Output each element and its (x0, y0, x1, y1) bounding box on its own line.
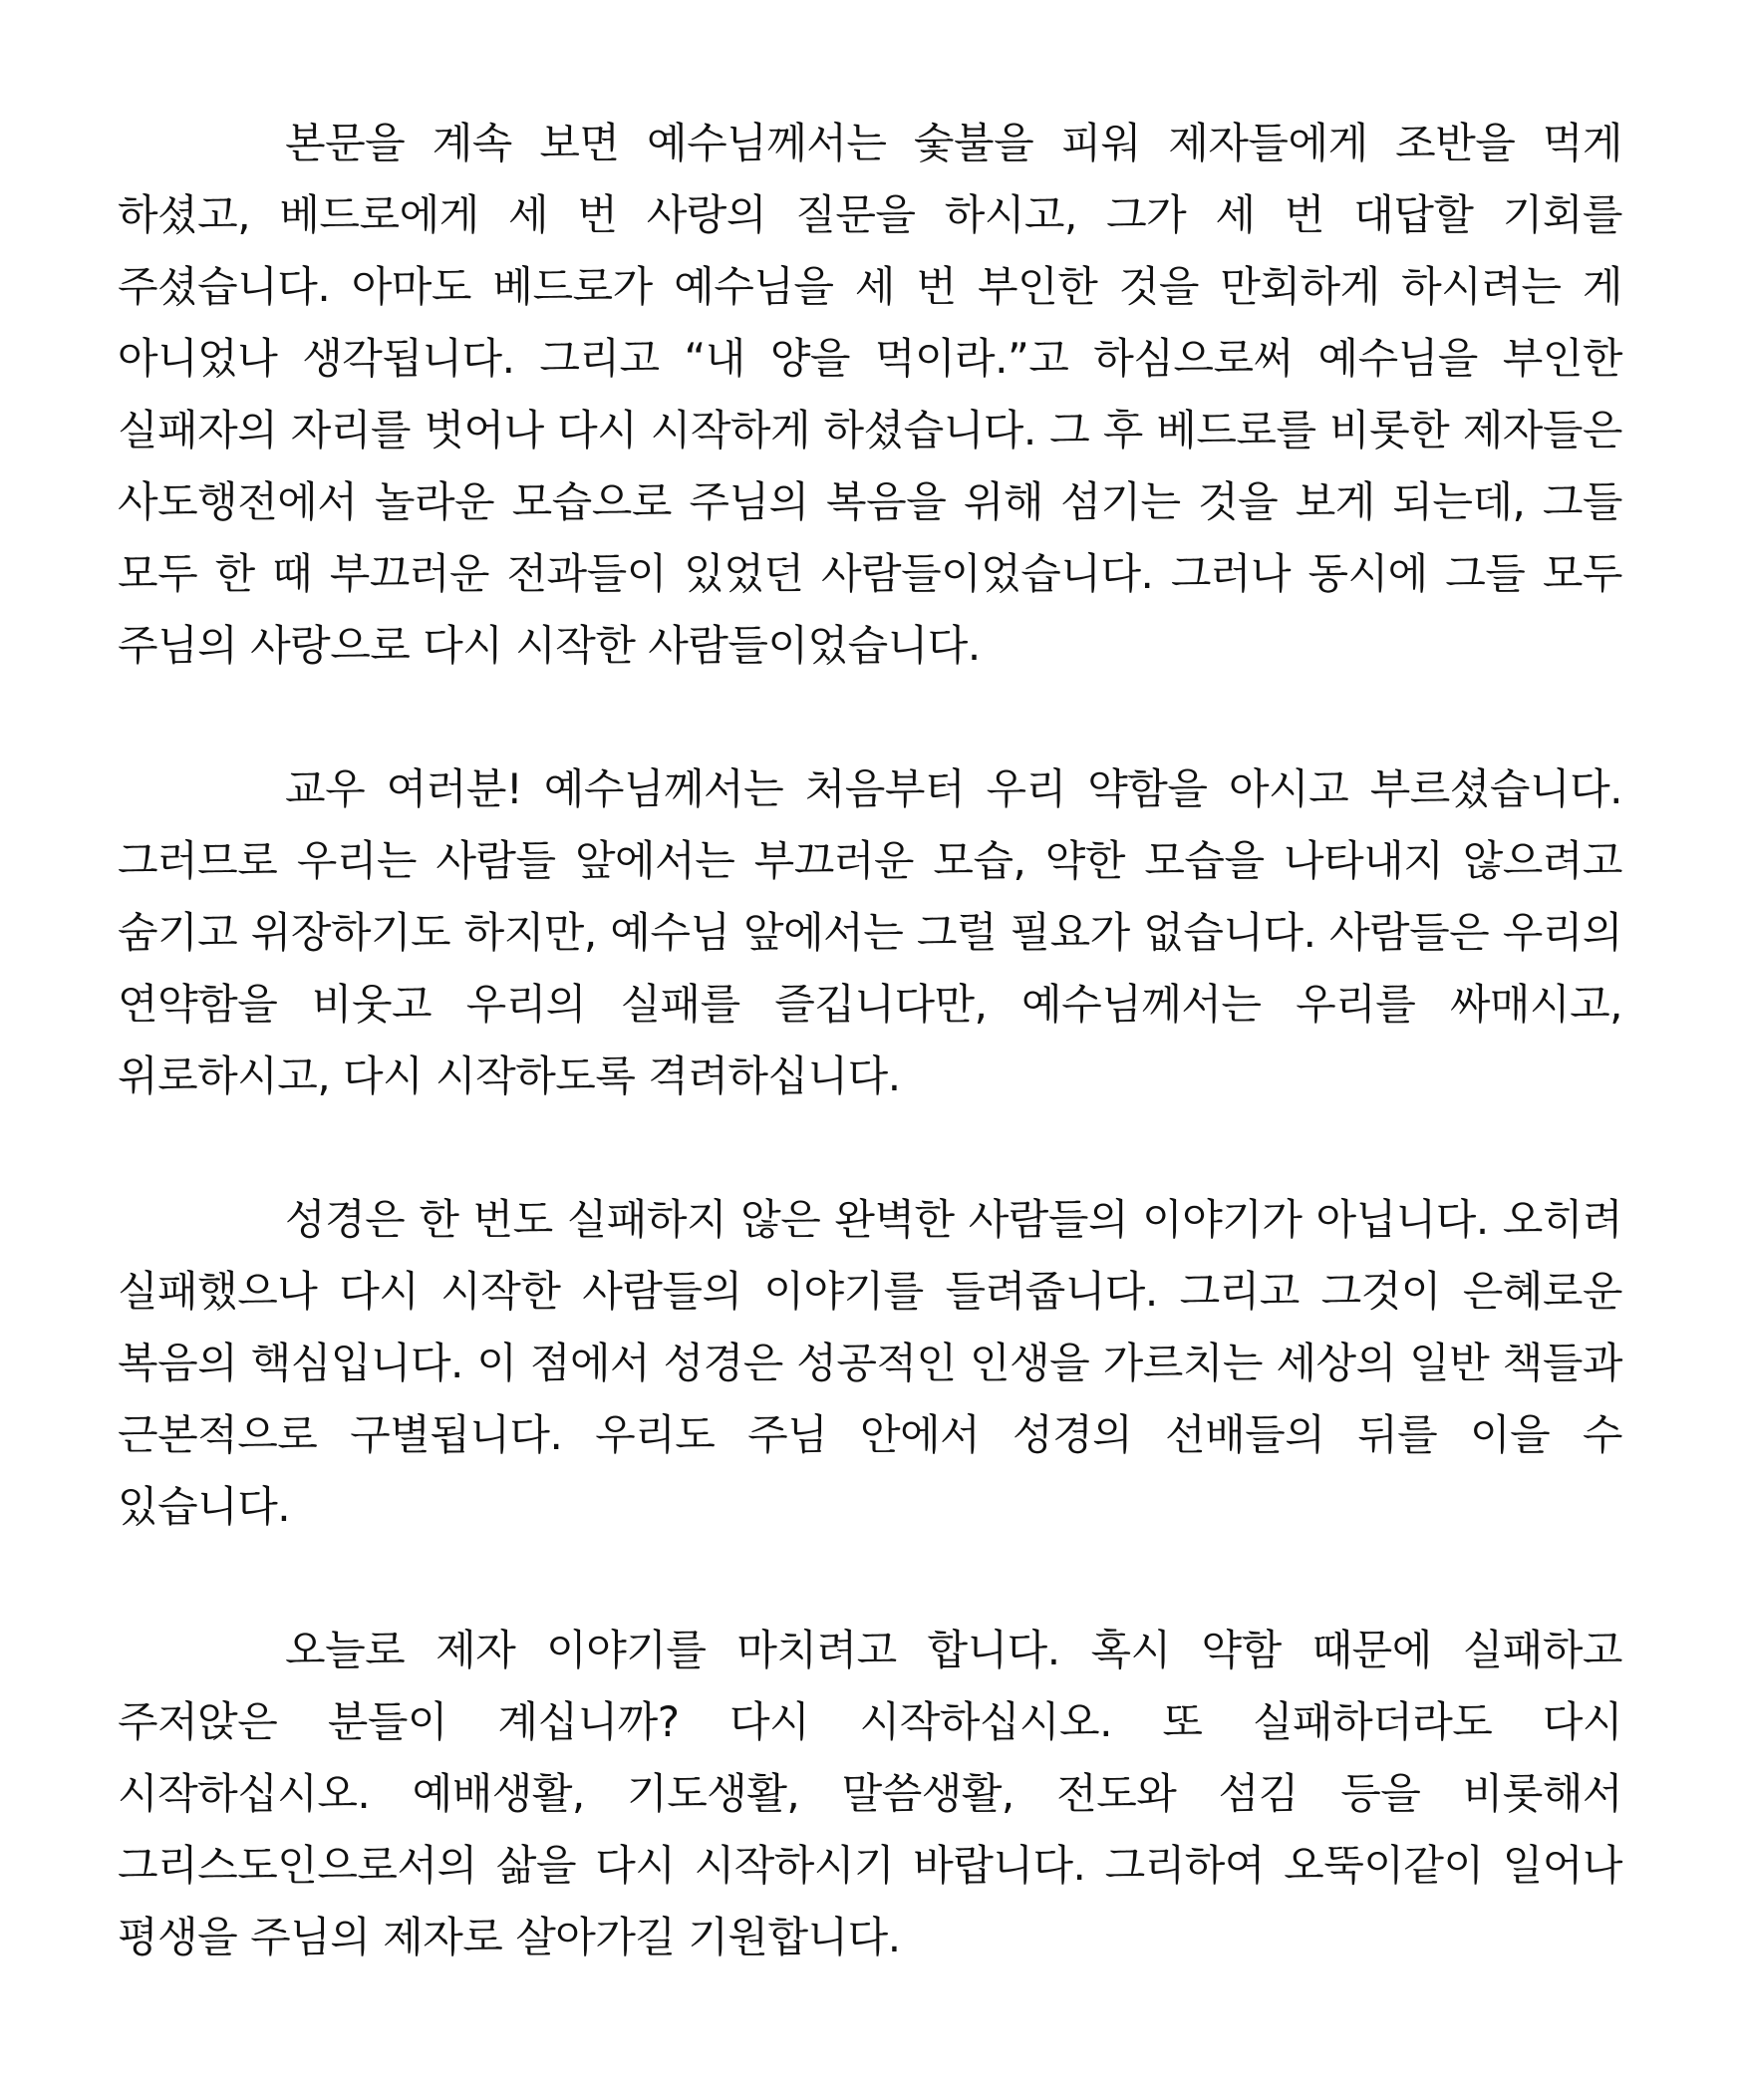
document-body (118, 108, 1622, 1973)
paragraph-3: 성경은 한 번도 실패하지 않은 완벽한 사람들의 이야기가 아닙니다. 오히려 실패했으나 다시 시작한 사람들의 이야기를 들려줍니다. 그리고 그것이 은혜로운 복음의 핵심입니다. 이 점에서 성경은 성공적인 인생을 가르치는 세상의 일반 책들과 근본적으로 구별됩니다. 우리도 주님 안에서 성경의 선배들의 뒤를 이을 수 있습니다. (118, 1195, 1622, 1531)
paragraph-4: 오늘로 제자 이야기를 마치려고 합니다. 혹시 약함 때문에 실패하고 주저앉은 분들이 계십니까? 다시 시작하십시오. 또 실패하더라도 다시 시작하십시오. 예배생활, 기도생활, 말씀생활, 전도와 섬김 등을 비롯해서 그리스도인으로서의 삶을 다시 시작하시기 바랍니다. 그리하여 오뚝이같이 일어나 평생을 주님의 제자로 살아가길 기원합니다. (118, 1626, 1622, 1961)
paragraph-1: 본문을 계속 보면 예수님께서는 숯불을 피워 제자들에게 조반을 먹게 하셨고, 베드로에게 세 번 사랑의 질문을 하시고, 그가 세 번 대답할 기회를 주셨습니다. 아마도 베드로가 예수님을 세 번 부인한 것을 만회하게 하시려는 게 아니었나 생각됩니다. 그리고 “내 양을 먹이라.”고 하심으로써 예수님을 부인한 실패자의 자리를 벗어나 다시 시작하게 하셨습니다. 그 후 베드로를 비롯한 제자들은 사도행전에서 놀라운 모습으로 주님의 복음을 위해 섬기는 것을 보게 되는데, 그들 모두 한 때 부끄러운 전과들이 있었던 사람들이었습니다. 그러나 동시에 그들 모두 주님의 사랑으로 다시 시작한 사람들이었습니다. (118, 119, 1623, 670)
paragraph-2: 교우 여러분! 예수님께서는 처음부터 우리 약함을 아시고 부르셨습니다. 그러므로 우리는 사람들 앞에서는 부끄러운 모습, 약한 모습을 나타내지 않으려고 숨기고 위장하기도 하지만, 예수님 앞에서는 그럴 필요가 없습니다. 사람들은 우리의 연약함을 비웃고 우리의 실패를 즐깁니다만, 예수님께서는 우리를 싸매시고, 위로하시고, 다시 시작하도록 격려하십니다. (118, 764, 1622, 1100)
